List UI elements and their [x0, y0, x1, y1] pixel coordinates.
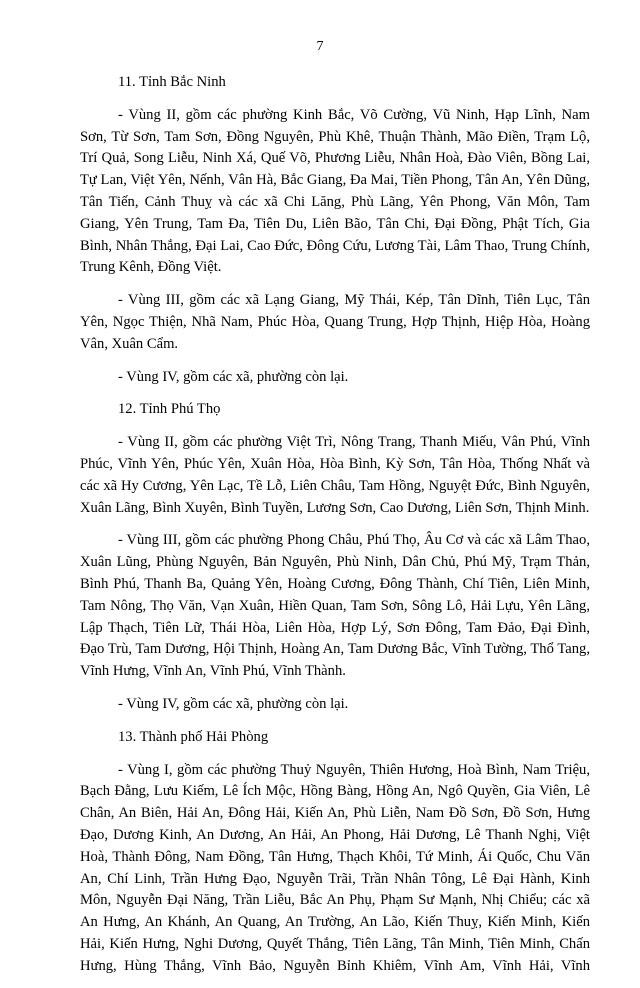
paragraph: - Vùng IV, gồm các xã, phường còn lại.: [118, 695, 349, 712]
paragraph: - Vùng III, gồm các phường Phong Châu, Phú Thọ, Âu Cơ và các xã Lâm Thao, Xuân Lũng, Phùng Nguyên, Bản Nguyên, Phù Ninh, Dân Chủ, Phú Mỹ, Trạm Thản, Bình Phú, Thanh Ba, Quảng Yên, Hoàng Cương, Đông Thành, Chí Tiên, Liên Minh, Tam Nông, Thọ Văn, Vạn Xuân, Hiền Quan, Tam Sơn, Sông Lô, Hải Lựu, Yên Lãng, Lập Thạch, Tiên Lữ, Thái Hòa, Liên Hòa, Hợp Lý, Sơn Đông, Tam Đảo, Đại Đình, Đạo Trù, Tam Dương, Hội Thịnh, Hoàng An, Tam Dương Bắc, Vĩnh Tường, Thổ Tang, Vĩnh Hưng, Vĩnh An, Vĩnh Phú, Vĩnh Thành.: [80, 532, 590, 680]
paragraph: - Vùng IV, gồm các xã, phường còn lại.: [118, 368, 349, 385]
paragraph: - Vùng II, gồm các phường Kinh Bắc, Võ Cường, Vũ Ninh, Hạp Lĩnh, Nam Sơn, Từ Sơn, Tam Sơn, Đồng Nguyên, Phù Khê, Thuận Thành, Mão Điền, Trạm Lộ, Trí Quả, Song Liễu, Ninh Xá, Quế Võ, Phương Liễu, Nhân Hoà, Đào Viên, Bồng Lai, Tự Lan, Việt Yên, Nếnh, Vân Hà, Bắc Giang, Đa Mai, Tiền Phong, Tân An, Yên Dũng, Tân Tiến, Cảnh Thuỵ và các xã Chi Lăng, Phù Lãng, Yên Phong, Văn Môn, Tam Giang, Yên Trung, Tam Đa, Tiên Du, Liên Bão, Tân Chi, Đại Đồng, Phật Tích, Gia Bình, Nhân Thắng, Đại Lai, Cao Đức, Đông Cứu, Lương Tài, Lâm Thao, Trung Chính, Trung Kênh, Đồng Việt.: [80, 106, 590, 276]
page-number: 7: [316, 39, 324, 54]
section-heading: 11. Tỉnh Bắc Ninh: [118, 74, 226, 90]
section-heading: 13. Thành phố Hải Phòng: [118, 728, 269, 745]
document-body: [80, 72, 590, 988]
paragraph: - Vùng III, gồm các xã Lạng Giang, Mỹ Thái, Kép, Tân Dĩnh, Tiên Lục, Tân Yên, Ngọc Thiện, Nhã Nam, Phúc Hòa, Quang Trung, Hợp Thịnh, Hiệp Hòa, Hoàng Vân, Xuân Cẩm.: [80, 292, 590, 352]
section-heading: 12. Tỉnh Phú Thọ: [118, 401, 221, 418]
paragraph: - Vùng I, gồm các phường Thuỷ Nguyên, Thiên Hương, Hoà Bình, Nam Triệu, Bạch Đằng, Lưu Kiếm, Lê Ích Mộc, Hồng Bàng, Hồng An, Ngô Quyền, Gia Viên, Lê Chân, An Biên, Hải An, Đông Hải, Kiến An, Phù Liễn, Nam Đồ Sơn, Đồ Sơn, Hưng Đạo, Dương Kinh, An Dương, An Hải, An Phong, Hải Dương, Lê Thanh Nghị, Việt Hoà, Thành Đông, Nam Đồng, Tân Hưng, Thạch Khôi, Tứ Minh, Ái Quốc, Chu Văn An, Chí Linh, Trần Hưng Đạo, Nguyễn Trãi, Trần Nhân Tông, Lê Đại Hành, Kinh Môn, Nguyễn Đại Năng, Trần Liễu, Bắc An Phụ, Phạm Sư Mạnh, Nhị Chiểu; các xã An Hưng, An Khánh, An Quang, An Trường, An Lão, Kiến Thuỵ, Kiến Minh, Kiến Hải, Kiến Hưng, Nghi Dương, Quyết Thắng, Tiên Lãng, Tân Minh, Tiên Minh, Chấn Hưng, Hùng Thắng, Vĩnh Bảo, Nguyễn Bỉnh Khiêm, Vĩnh Am, Vĩnh Hải, Vĩnh: [80, 761, 590, 974]
paragraph: - Vùng II, gồm các phường Việt Trì, Nông Trang, Thanh Miếu, Vân Phú, Vĩnh Phúc, Vĩnh Yên, Phúc Yên, Xuân Hòa, Hòa Bình, Kỳ Sơn, Tân Hòa, Thống Nhất và các xã Hy Cương, Yên Lạc, Tề Lỗ, Liên Châu, Tam Hồng, Nguyệt Đức, Bình Nguyên, Xuân Lãng, Bình Xuyên, Bình Tuyền, Lương Sơn, Cao Dương, Liên Sơn, Thịnh Minh.: [80, 434, 590, 516]
